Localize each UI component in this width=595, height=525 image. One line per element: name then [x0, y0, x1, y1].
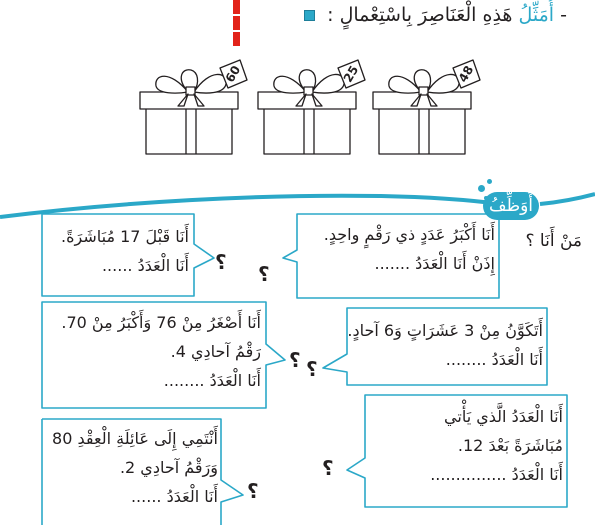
- riddle-line: أَنَا الْعَدَدُ ........: [445, 350, 543, 369]
- riddle-line: أَنَا أَصْغَرُ مِنْ 76 وَأَكْبَرُ مِنْ 70.: [61, 313, 261, 332]
- riddle-line: أَنَا الْعَدَدُ ........: [163, 371, 261, 390]
- riddle-line: أَنَا الْعَدَدُ ...............: [430, 465, 563, 484]
- who-am-i-question: مَنْ أَنَا ؟: [525, 231, 582, 251]
- question-mark: ؟: [247, 479, 259, 503]
- question-mark: ؟: [215, 250, 227, 274]
- riddle-line: أَنَا قَبْلَ 17 مُبَاشَرَةً.: [61, 227, 189, 246]
- question-mark: ؟: [306, 357, 318, 381]
- riddle-line: أَنَا الْعَدَدُ ......: [101, 256, 189, 275]
- question-mark: ؟: [289, 348, 301, 372]
- riddle-1: [300, 220, 495, 278]
- instruction-verb: أُمَثِّلُ: [518, 4, 555, 26]
- riddle-line: رَقْمُ آحادِي 4.: [170, 342, 261, 361]
- riddle-line: مُبَاشَرَةً بَعْدَ 12.: [457, 436, 563, 455]
- instruction-text: هَذِهِ الْعَنَاصِرَ بِاسْتِعْمالٍ :: [327, 4, 513, 26]
- gift-tag-number: 25: [340, 63, 362, 85]
- riddle-line: أَتَكَوَّنُ مِنْ 3 عَشَرَاتٍ وَ6 آحادٍ.: [347, 321, 543, 340]
- riddle-6: [46, 424, 218, 511]
- riddle-5: [368, 402, 563, 489]
- riddle-line: أَنَا أَكْبَرُ عَدَدٍ ذي رَقْمٍ واحِدٍ.: [323, 225, 495, 244]
- riddle-3: [347, 316, 543, 374]
- question-mark: ؟: [258, 262, 270, 286]
- riddle-4: [46, 308, 261, 395]
- riddle-line: إِذَنْ أَنَا الْعَدَدُ .......: [374, 254, 495, 273]
- gift-tag-number: 48: [455, 63, 477, 85]
- gift-tag-number: 60: [222, 63, 244, 85]
- riddle-2: [46, 222, 189, 280]
- instruction-dash: -: [560, 4, 567, 26]
- riddle-line: أَنْتَمِي إِلَى عَائِلَةِ الْعِقْدِ 80: [52, 429, 218, 448]
- riddle-line: أَنَا الْعَدَدُ الَّذي يَأْتي: [444, 407, 563, 426]
- riddle-line: أَنَا الْعَدَدُ ......: [130, 487, 218, 506]
- question-mark: ؟: [322, 456, 334, 480]
- section-title-badge: أُوَظِّفُ: [483, 192, 539, 220]
- riddle-line: وَرَقْمُ آحادِي 2.: [119, 458, 218, 477]
